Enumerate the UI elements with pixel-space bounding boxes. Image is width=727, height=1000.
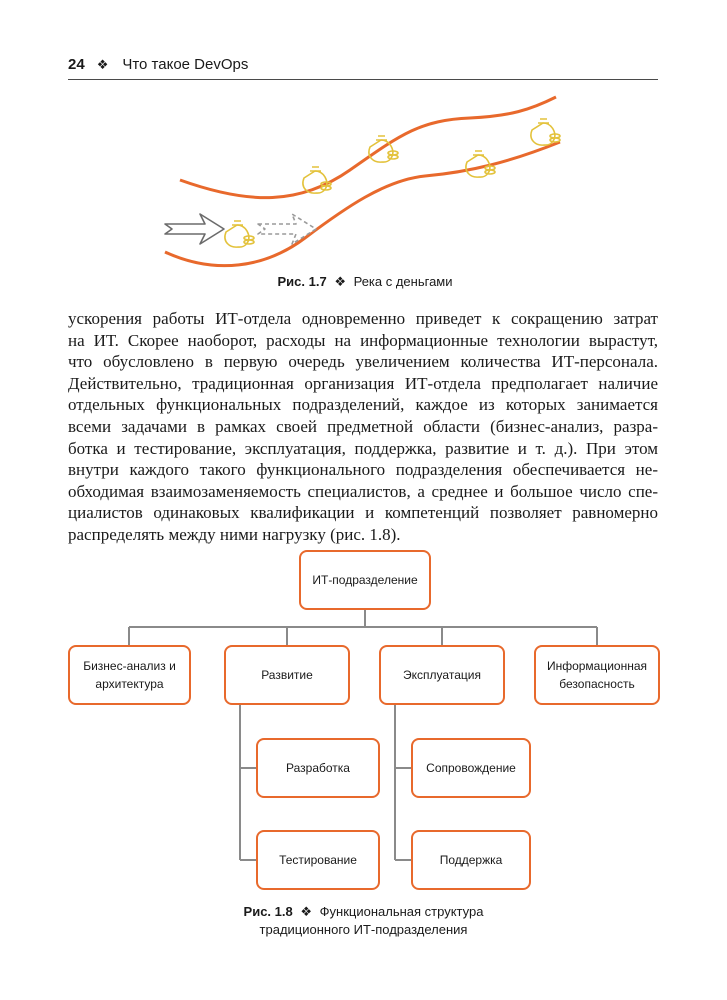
org-box-label: Развитие bbox=[261, 668, 313, 682]
org-box-label: Поддержка bbox=[439, 853, 503, 867]
org-box-maintenance bbox=[411, 738, 531, 798]
running-title: Что такое DevOps bbox=[122, 56, 249, 73]
river-upper-bank bbox=[180, 97, 556, 198]
caption-separator-icon: ❖ bbox=[334, 274, 346, 289]
body-line: внутри каждого такого функционального подразделения обеспечивается не- bbox=[68, 460, 658, 480]
body-line: всеми задачами в рамках своей предметной области (бизнес-анализ, разра- bbox=[68, 416, 658, 436]
body-line: на ИТ. Скорее наоборот, расходы на информационные технологии вырастут, bbox=[68, 330, 658, 350]
figure-label: Рис. 1.7 bbox=[277, 274, 327, 289]
org-box-testing bbox=[256, 830, 380, 890]
body-line: ботка и тестирование, эксплуатация, поддержка, развитие и т. д.). При этом bbox=[68, 438, 658, 458]
body-line: ускорения работы ИТ-отдела одновременно приведет к сокращению затрат bbox=[68, 309, 658, 328]
org-box-support bbox=[411, 830, 531, 890]
org-box-label: Эксплуатация bbox=[403, 668, 481, 682]
money-bag-icon bbox=[225, 221, 254, 247]
body-line: распределять между ними нагрузку (рис. 1.8). bbox=[68, 524, 401, 544]
org-box-label: Тестирование bbox=[279, 853, 357, 867]
org-box-label: Сопровождение bbox=[426, 761, 516, 775]
org-box-it-department bbox=[299, 550, 431, 610]
org-box-operations bbox=[379, 645, 505, 705]
figure-label: Рис. 1.8 bbox=[243, 904, 293, 919]
figure-caption bbox=[190, 903, 537, 939]
figure-caption-text: Река с деньгами bbox=[353, 274, 453, 289]
body-line: что обусловлено в первую очередь увеличением количества ИТ-персонала. bbox=[68, 352, 658, 372]
header-separator-icon: ❖ bbox=[96, 57, 109, 72]
org-box-label: Бизнес-анализ и архитектура bbox=[83, 659, 176, 691]
solid-arrow-icon bbox=[165, 214, 224, 244]
org-box-programming bbox=[256, 738, 380, 798]
org-box-business-analysis bbox=[68, 645, 191, 705]
money-bag-icon bbox=[531, 119, 560, 145]
org-chart-connectors bbox=[129, 610, 597, 860]
figure-caption bbox=[180, 274, 550, 290]
org-box-information-security bbox=[534, 645, 660, 705]
figure-caption-text: традиционного ИТ-подразделения bbox=[259, 922, 468, 937]
body-line: отдельных функциональных подразделений, каждое из которых занимается bbox=[68, 395, 658, 415]
org-box-development bbox=[224, 645, 350, 705]
org-box-label: Информационная безопасность bbox=[546, 659, 648, 691]
body-line: Действительно, традиционная организация ИТ-отдела предполагает наличие bbox=[68, 373, 658, 393]
org-box-label: Разработка bbox=[286, 761, 350, 775]
body-paragraph bbox=[68, 308, 658, 546]
caption-separator-icon: ❖ bbox=[300, 904, 313, 919]
dashed-arrow-icon bbox=[258, 214, 316, 244]
org-box-label: ИТ-подразделение bbox=[312, 573, 418, 587]
page-number: 24 bbox=[68, 56, 85, 73]
body-line: обходимая взаимозаменяемость специалистов, а среднее и большое число спе- bbox=[68, 481, 658, 501]
body-line: циалистов одинаковых квалификации и компетенций позволяет равномерно bbox=[68, 503, 658, 523]
figure-caption-text: Функциональная структура bbox=[319, 904, 484, 919]
